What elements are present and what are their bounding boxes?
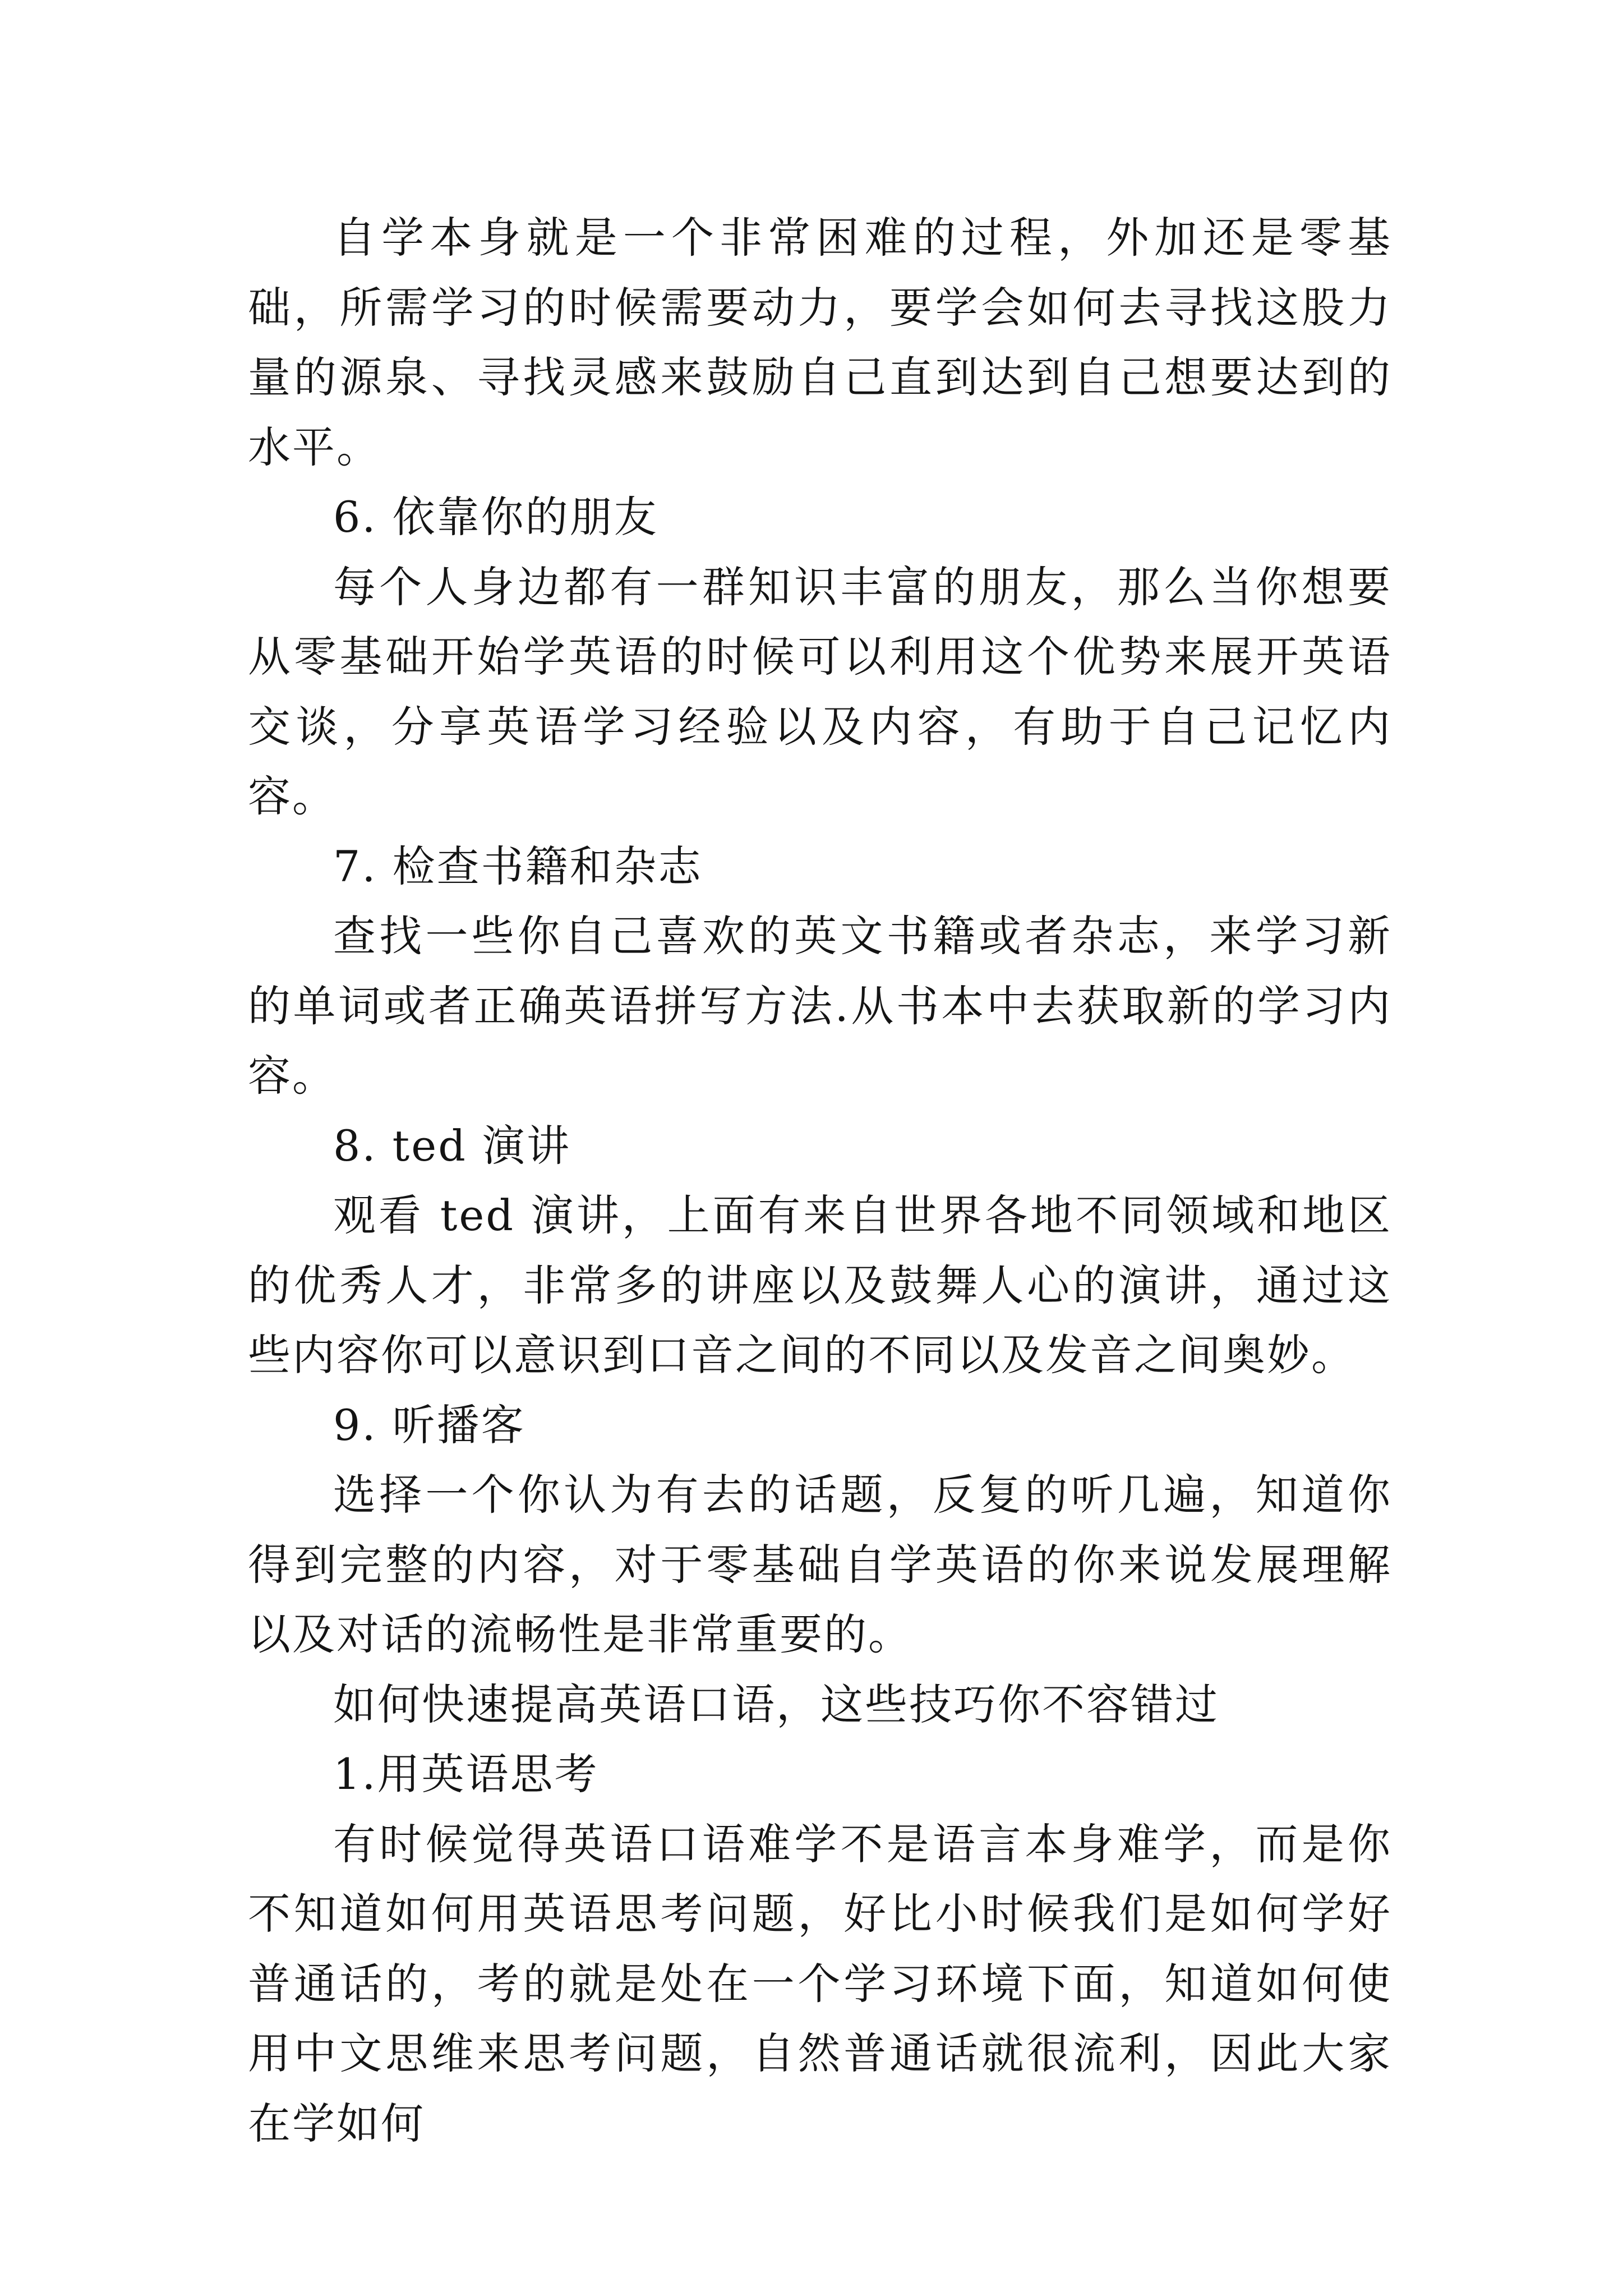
heading-books-magazines: 7. 检查书籍和杂志 <box>333 841 703 891</box>
paragraph-friends: 每个人身边都有一群知识丰富的朋友，那么当你想要从零基础开始学英语的时候可以利用这个优势来展开英语交谈，分享英语学习经验以及内容，有助于自己记忆内容。 <box>248 562 1392 821</box>
paragraph-self-study: 自学本身就是一个非常困难的过程，外加还是零基础，所需学习的时候需要动力，要学会如何去寻找这股力量的源泉、寻找灵感来鼓励自己直到达到自己想要达到的水平。 <box>248 213 1392 472</box>
heading-think-in-english: 1.用英语思考 <box>333 1749 599 1799</box>
paragraph-books: 查找一些你自己喜欢的英文书籍或者杂志，来学习新的单词或者正确英语拼写方法.从书本中去获取新的学习内容。 <box>248 911 1392 1101</box>
paragraph-think-in-english: 有时候觉得英语口语难学不是语言本身难学，而是你不知道如何用英语思考问题，好比小时候我们是如何学好普通话的，考的就是处在一个学习环境下面，知道如何使用中文思维来思考问题，自然普通话就很流利，因此大家在学如何 <box>248 1819 1392 2148</box>
section-title-speaking-tips: 如何快速提高英语口语，这些技巧你不容错过 <box>333 1679 1219 1729</box>
document-body <box>248 203 1392 2159</box>
heading-ted-talks: 8. ted 演讲 <box>333 1120 571 1171</box>
heading-podcasts: 9. 听播客 <box>333 1400 525 1450</box>
paragraph-ted: 观看 ted 演讲，上面有来自世界各地不同领域和地区的优秀人才，非常多的讲座以及鼓舞人心的演讲，通过这些内容你可以意识到口音之间的不同以及发音之间奥妙。 <box>248 1190 1392 1380</box>
paragraph-podcasts: 选择一个你认为有去的话题，反复的听几遍，知道你得到完整的内容，对于零基础自学英语的你来说发展理解以及对话的流畅性是非常重要的。 <box>248 1470 1392 1659</box>
heading-rely-on-friends: 6. 依靠你的朋友 <box>333 492 658 542</box>
